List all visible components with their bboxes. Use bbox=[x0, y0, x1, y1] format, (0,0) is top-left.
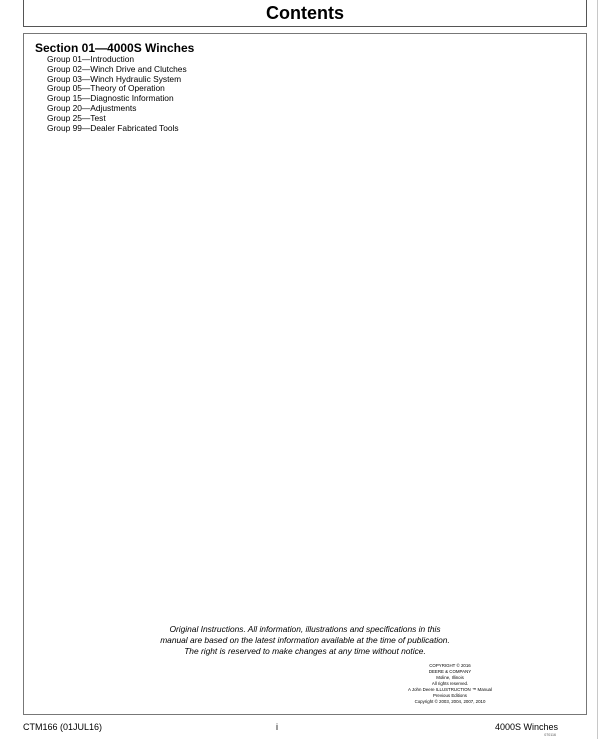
copyright-line: Previous Editions bbox=[433, 693, 467, 698]
contents-panel bbox=[23, 33, 587, 715]
group-item[interactable]: Group 25—Test bbox=[47, 112, 106, 123]
group-list bbox=[47, 55, 187, 133]
notice-line: Original Instructions. All information, illustrations and specifications in this bbox=[169, 624, 441, 634]
footer-manual-title: 4000S Winches bbox=[494, 722, 558, 732]
contents-header bbox=[23, 0, 587, 27]
group-item[interactable]: Group 02—Winch Drive and Clutches bbox=[47, 63, 187, 74]
copyright-line: A John Deere ILLUSTRUCTION ™ Manual bbox=[408, 687, 492, 692]
copyright-line: Copyright © 2003, 2004, 2007, 2010 bbox=[414, 699, 486, 704]
instructions-notice bbox=[24, 624, 586, 657]
copyright-line: DEERE & COMPANY bbox=[428, 669, 472, 674]
group-item[interactable]: Group 05—Theory of Operation bbox=[47, 83, 165, 94]
group-item[interactable]: Group 15—Diagnostic Information bbox=[47, 93, 174, 104]
copyright-line: All rights reserved. bbox=[431, 681, 469, 686]
copyright-line: COPYRIGHT © 2016 bbox=[429, 663, 471, 668]
group-item[interactable]: Group 20—Adjustments bbox=[47, 102, 137, 113]
notice-line: manual are based on the latest information available at the time of publication. bbox=[160, 635, 450, 645]
notice-line: The right is reserved to make changes at any time without notice. bbox=[184, 646, 426, 656]
footer-manual-code: CTM166 (01JUL16) bbox=[23, 722, 103, 732]
group-item[interactable]: Group 99—Dealer Fabricated Tools bbox=[47, 122, 179, 133]
group-item[interactable]: Group 03—Winch Hydraulic System bbox=[47, 73, 182, 84]
page-title: Contents bbox=[266, 3, 344, 23]
page-edge-divider bbox=[597, 0, 598, 739]
footer-page-number: i bbox=[276, 722, 278, 732]
section-title: Section 01—4000S Winches bbox=[35, 41, 195, 55]
footer-date-code: 070116 bbox=[544, 733, 556, 737]
copyright-block bbox=[350, 663, 550, 705]
copyright-line: Moline, Illinois bbox=[436, 675, 464, 680]
group-item[interactable]: Group 01—Introduction bbox=[47, 54, 135, 64]
